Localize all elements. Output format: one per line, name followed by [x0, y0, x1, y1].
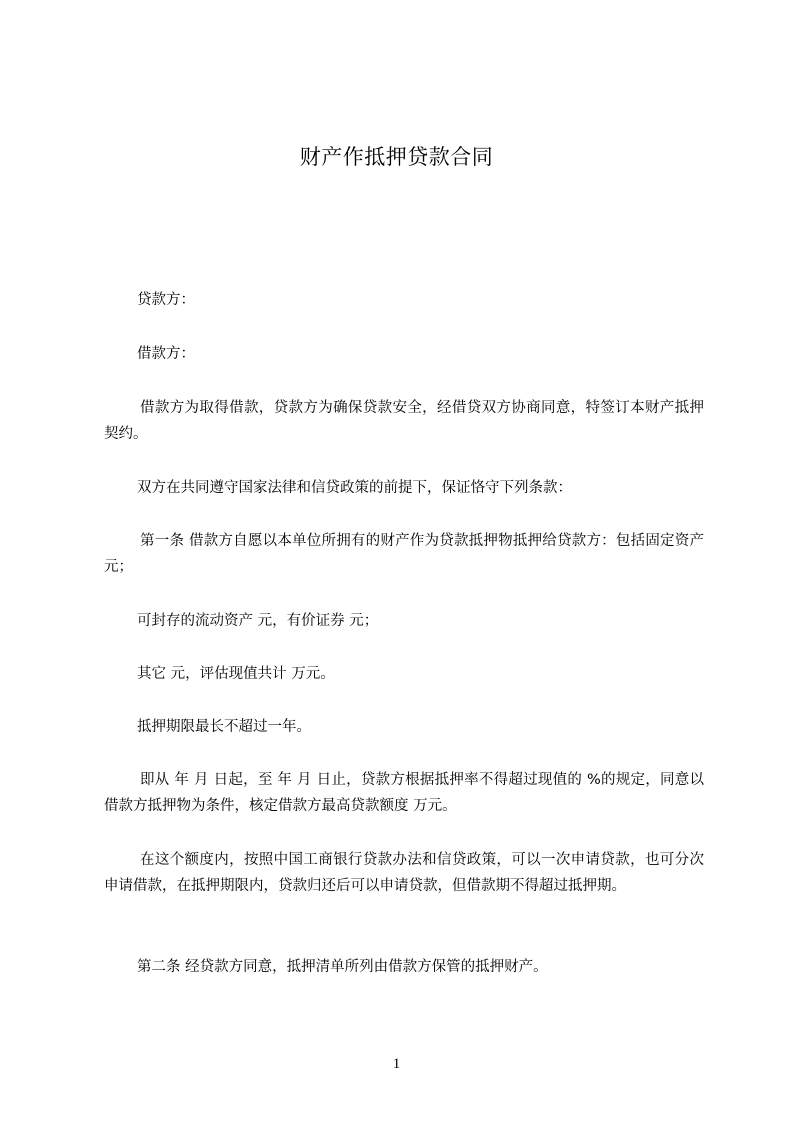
paragraph-compliance: 双方在共同遵守国家法律和信贷政策的前提下，保证恪守下列条款：	[137, 480, 572, 496]
paragraph-lender: 贷款方：	[137, 292, 195, 308]
page-number: 1	[392, 1056, 401, 1072]
paragraph-purpose: 借款方为取得借款，贷款方为确保贷款安全，经借贷双方协商同意，特签订本财产抵押契约。	[104, 400, 704, 442]
paragraph-borrower: 借款方：	[137, 346, 195, 362]
paragraph-application: 在这个额度内，按照中国工商银行贷款办法和信贷政策，可以一次申请贷款，也可分次申请借款，在抵押期限内，贷款归还后可以申请贷款，但借款期不得超过抵押期。	[104, 852, 704, 894]
document-title: 财产作抵押贷款合同	[299, 145, 494, 169]
paragraph-term-limit: 抵押期限最长不超过一年。	[137, 719, 311, 735]
paragraph-other-assets: 其它 元，评估现值共计 万元。	[137, 666, 335, 682]
paragraph-credit-limit: 即从 年 月 日起，至 年 月 日止，贷款方根据抵押率不得超过现值的 %的规定，同意以借款方抵押物为条件，核定借款方最高贷款额度 万元。	[104, 772, 704, 814]
paragraph-article-2: 第二条 经贷款方同意，抵押清单所列由借款方保管的抵押财产。	[137, 959, 548, 975]
paragraph-current-assets: 可封存的流动资产 元，有价证券 元；	[137, 613, 379, 629]
paragraph-article-1: 第一条 借款方自愿以本单位所拥有的财产作为贷款抵押物抵押给贷款方：包括固定资产 元；	[104, 533, 704, 575]
